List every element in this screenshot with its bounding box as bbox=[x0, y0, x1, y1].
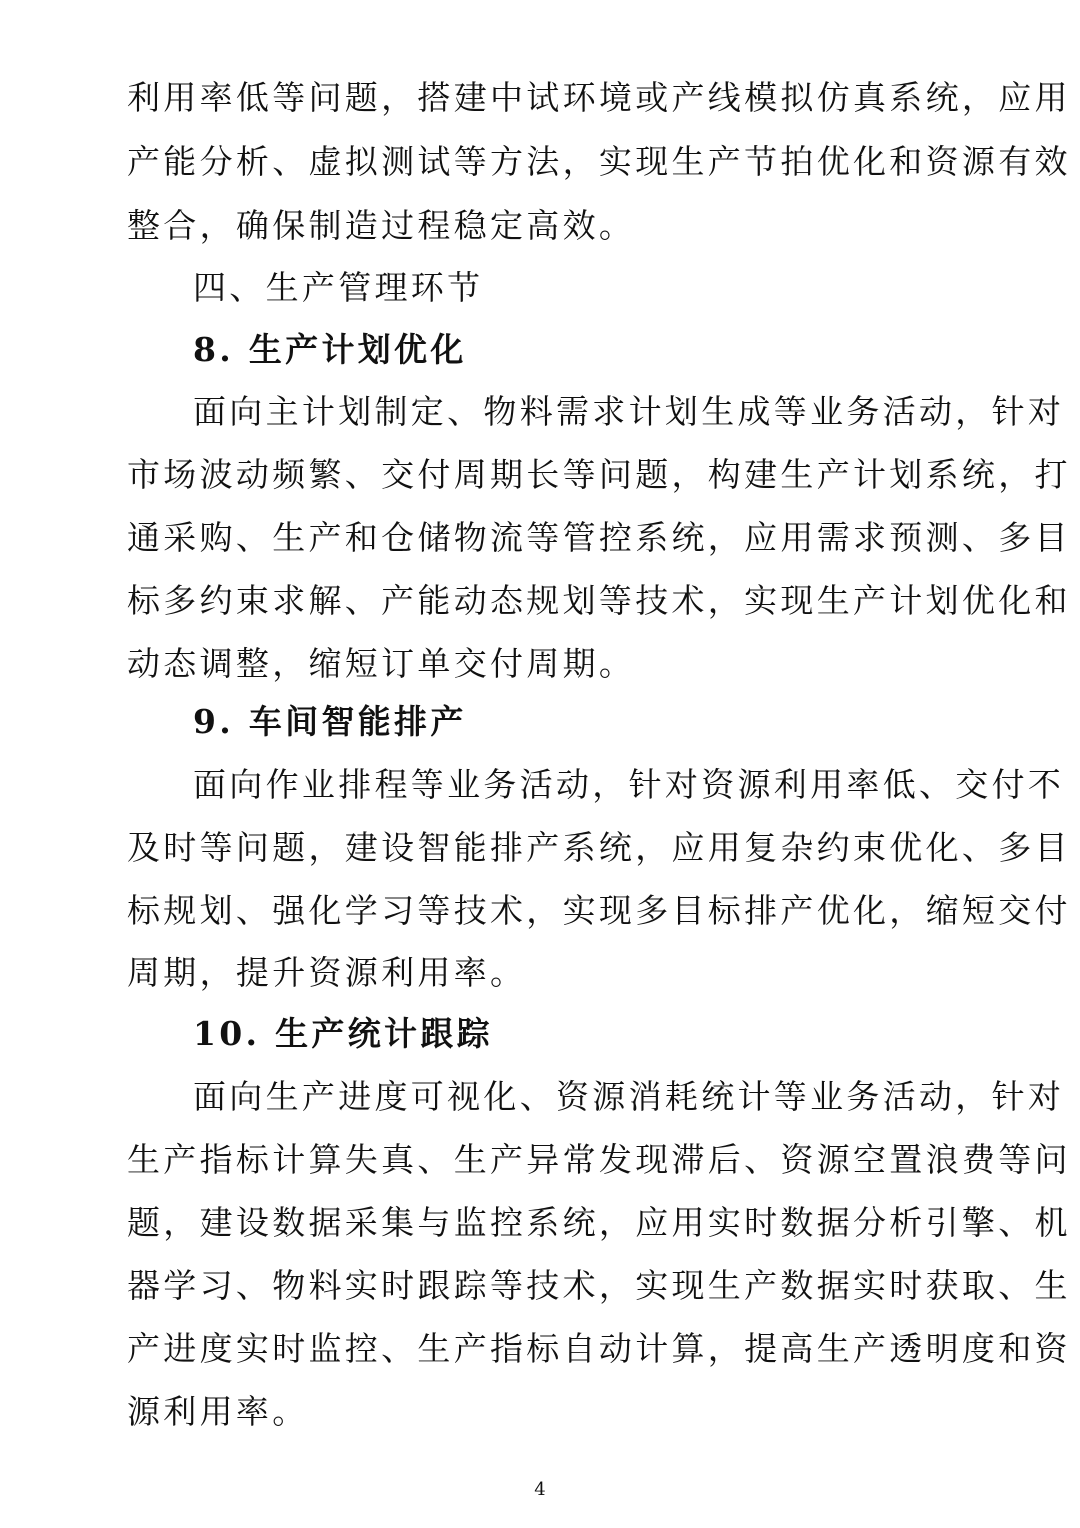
item-title-9: 9. 车间智能排产 bbox=[193, 702, 467, 741]
text-line: 周期，提升资源利用率。 bbox=[127, 953, 527, 992]
text-line: 通采购、生产和仓储物流等管控系统，应用需求预测、多目 bbox=[127, 518, 1071, 557]
text-line: 源利用率。 bbox=[127, 1392, 309, 1431]
text-line: 标多约束求解、产能动态规划等技术，实现生产计划优化和 bbox=[127, 581, 1071, 620]
text-line: 面向作业排程等业务活动，针对资源利用率低、交付不 bbox=[193, 765, 1065, 804]
text-line: 及时等问题，建设智能排产系统，应用复杂约束优化、多目 bbox=[127, 828, 1071, 867]
page-number: 4 bbox=[534, 1479, 546, 1500]
text-line: 器学习、物料实时跟踪等技术，实现生产数据实时获取、生 bbox=[127, 1266, 1071, 1305]
text-line: 题，建设数据采集与监控系统，应用实时数据分析引擎、机 bbox=[127, 1203, 1071, 1242]
text-line: 面向主计划制定、物料需求计划生成等业务活动，针对 bbox=[193, 392, 1065, 431]
item-title-10: 10. 生产统计跟踪 bbox=[193, 1014, 493, 1053]
text-line: 市场波动频繁、交付周期长等问题，构建生产计划系统，打 bbox=[127, 455, 1071, 494]
item-title-8: 8. 生产计划优化 bbox=[193, 330, 467, 369]
text-line: 产能分析、虚拟测试等方法，实现生产节拍优化和资源有效 bbox=[127, 142, 1071, 181]
text-line: 利用率低等问题，搭建中试环境或产线模拟仿真系统，应用 bbox=[127, 78, 1071, 117]
text-line: 生产指标计算失真、生产异常发现滞后、资源空置浪费等问 bbox=[127, 1140, 1071, 1179]
text-line: 产进度实时监控、生产指标自动计算，提高生产透明度和资 bbox=[127, 1329, 1071, 1368]
text-line: 标规划、强化学习等技术，实现多目标排产优化，缩短交付 bbox=[127, 891, 1071, 930]
text-line: 整合，确保制造过程稳定高效。 bbox=[127, 206, 636, 245]
text-line: 面向生产进度可视化、资源消耗统计等业务活动，针对 bbox=[193, 1077, 1065, 1116]
section-heading: 四、生产管理环节 bbox=[193, 268, 484, 307]
text-line: 动态调整，缩短订单交付周期。 bbox=[127, 644, 636, 683]
